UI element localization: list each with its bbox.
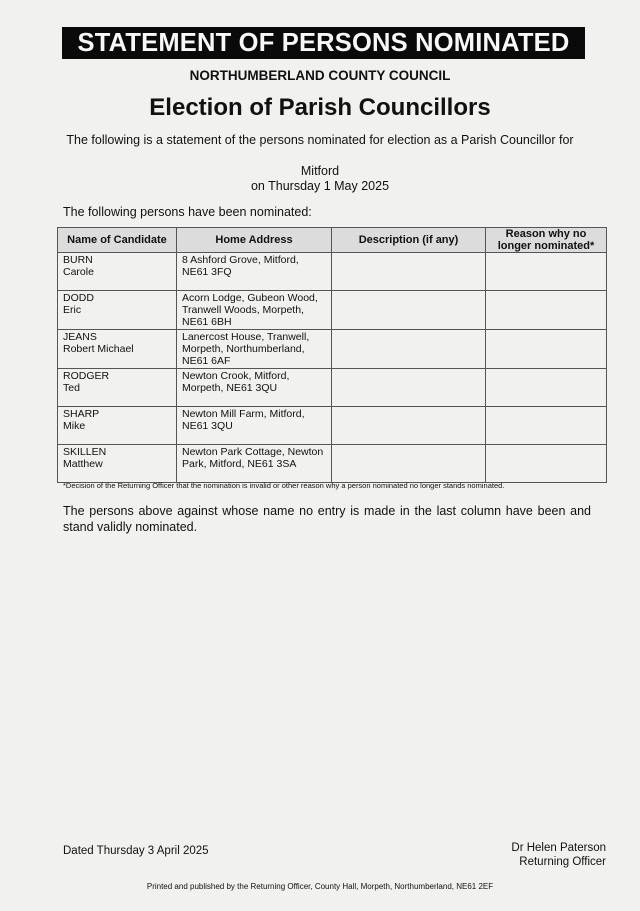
nominations-table <box>57 227 607 483</box>
document-banner: STATEMENT OF PERSONS NOMINATED <box>62 27 585 59</box>
officer-title: Returning Officer <box>519 856 606 868</box>
candidate-name-cell <box>58 445 177 483</box>
returning-officer-signature <box>511 841 606 869</box>
officer-name: Dr Helen Paterson <box>511 842 606 854</box>
intro-text: The following is a statement of the persons nominated for election as a Parish Councillor for <box>66 133 574 147</box>
candidate-name-cell <box>58 369 177 407</box>
nominated-intro: The following persons have been nominated: <box>63 205 312 219</box>
column-header-address: Home Address <box>177 228 332 253</box>
candidate-surname: RODGER <box>63 370 110 382</box>
column-header-name: Name of Candidate <box>58 228 177 253</box>
table-row <box>58 445 607 483</box>
candidate-forename: Matthew <box>63 458 103 470</box>
candidate-description <box>332 253 486 291</box>
validity-statement: The persons above against whose name no entry is made in the last column have been and stand validly nominated. <box>63 504 591 534</box>
candidate-forename: Ted <box>63 382 80 394</box>
candidate-name-cell <box>58 253 177 291</box>
dated-line: Dated Thursday 3 April 2025 <box>63 845 209 857</box>
candidate-description <box>332 291 486 330</box>
candidate-forename: Mike <box>63 420 86 432</box>
candidate-name-cell <box>58 291 177 330</box>
candidate-reason <box>486 330 607 369</box>
candidate-surname: BURN <box>63 254 93 266</box>
table-row <box>58 369 607 407</box>
candidate-forename: Eric <box>63 304 82 316</box>
parish-area: Mitford <box>300 164 340 178</box>
candidate-address: 8 Ashford Grove, Mitford, NE61 3FQ <box>177 253 332 291</box>
table-footnote: *Decision of the Returning Officer that the nomination is invalid or other reason why a person nominated no longer stands nominated. <box>63 481 505 490</box>
candidate-forename: Carole <box>63 266 94 278</box>
table-row <box>58 253 607 291</box>
candidate-description <box>332 445 486 483</box>
candidate-name-cell <box>58 407 177 445</box>
candidate-surname: SKILLEN <box>63 446 107 458</box>
poll-date: on Thursday 1 May 2025 <box>250 179 390 193</box>
council-name: NORTHUMBERLAND COUNTY COUNCIL <box>189 68 451 83</box>
candidate-reason <box>486 407 607 445</box>
candidate-reason <box>486 291 607 330</box>
candidate-description <box>332 330 486 369</box>
candidate-address: Newton Mill Farm, Mitford, NE61 3QU <box>177 407 332 445</box>
column-header-reason: Reason why no longer nominated* <box>486 228 607 253</box>
candidate-surname: DODD <box>63 292 94 304</box>
candidate-address: Newton Crook, Mitford, Morpeth, NE61 3QU <box>177 369 332 407</box>
candidate-reason <box>486 253 607 291</box>
table-header-row <box>58 228 607 253</box>
candidate-name-cell <box>58 330 177 369</box>
election-title: Election of Parish Councillors <box>149 94 491 121</box>
candidate-surname: SHARP <box>63 408 100 420</box>
candidate-address: Lanercost House, Tranwell, Morpeth, Northumberland, NE61 6AF <box>177 330 332 369</box>
candidate-description <box>332 369 486 407</box>
table-row <box>58 330 607 369</box>
table-row <box>58 407 607 445</box>
column-header-description: Description (if any) <box>332 228 486 253</box>
candidate-forename: Robert Michael <box>63 343 134 355</box>
candidate-surname: JEANS <box>63 331 97 343</box>
candidate-address: Acorn Lodge, Gubeon Wood, Tranwell Woods, Morpeth, NE61 6BH <box>177 291 332 330</box>
imprint-line: Printed and published by the Returning Officer, County Hall, Morpeth, Northumberland, NE61 2EF <box>146 882 494 891</box>
candidate-reason <box>486 369 607 407</box>
candidate-address: Newton Park Cottage, Newton Park, Mitford, NE61 3SA <box>177 445 332 483</box>
candidate-reason <box>486 445 607 483</box>
table-row <box>58 291 607 330</box>
candidate-description <box>332 407 486 445</box>
